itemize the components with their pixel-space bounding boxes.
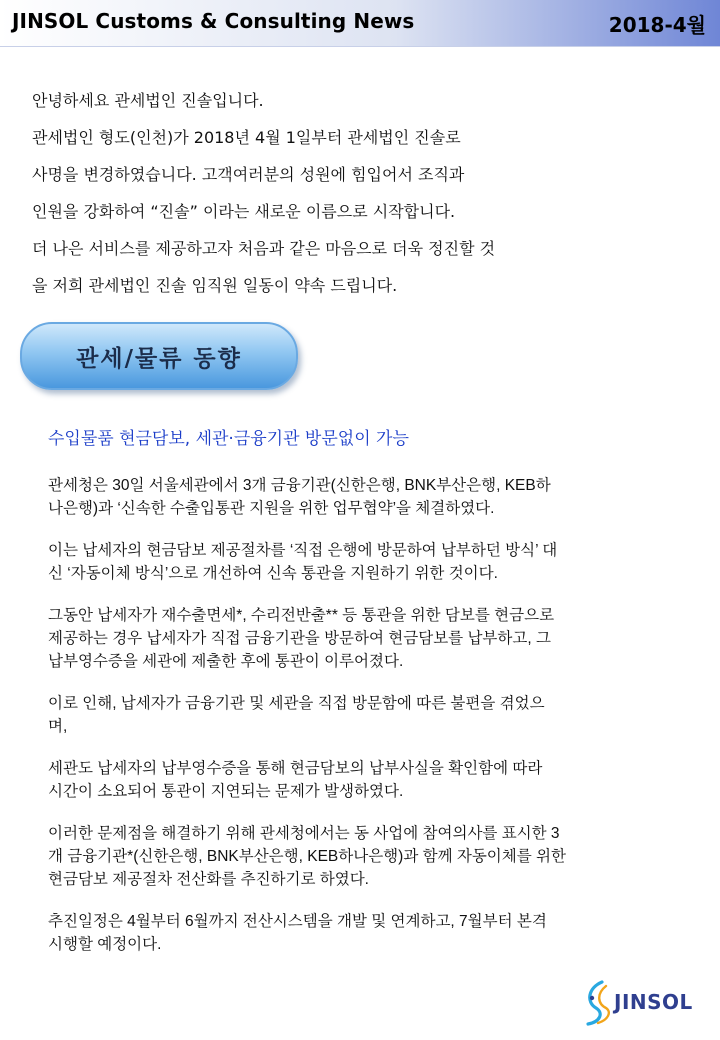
jinsol-logo bbox=[580, 978, 710, 1026]
paragraph-line: 관세청은 30일 서울세관에서 3개 금융기관(신한은행, BNK부산은행, KEB하 bbox=[48, 477, 551, 494]
issue-date: 2018-4월 bbox=[608, 13, 706, 37]
paragraph-line: 이로 인해, 납세자가 금융기관 및 세관을 직접 방문함에 따른 불편을 겪었으 bbox=[48, 695, 545, 712]
article-paragraph bbox=[48, 757, 708, 803]
article-headline: 수입물품 현금담보, 세관·금융기관 방문없이 가능 bbox=[48, 429, 409, 449]
article-paragraph bbox=[48, 910, 708, 956]
article-paragraph bbox=[48, 604, 708, 673]
greeting-line: 더 나은 서비스를 제공하고자 처음과 같은 마음으로 더욱 정진할 것 bbox=[32, 239, 496, 258]
paragraph-line: 세관도 납세자의 납부영수증을 통해 현금담보의 납부사실을 확인함에 따라 bbox=[48, 760, 543, 777]
paragraph-line: 추진일정은 4월부터 6월까지 전산시스템을 개발 및 연계하고, 7월부터 본격 bbox=[48, 913, 547, 930]
paragraph-line: 이러한 문제점을 해결하기 위해 관세청에서는 동 사업에 참여의사를 표시한 3 bbox=[48, 825, 560, 842]
section-banner bbox=[20, 322, 298, 390]
article-paragraph bbox=[48, 474, 708, 520]
paragraph-line: 시간이 소요되어 통관이 지연되는 문제가 발생하였다. bbox=[48, 783, 404, 800]
article-paragraph bbox=[48, 822, 708, 891]
newsletter-header bbox=[0, 0, 720, 47]
paragraph-line: 신 ‘자동이체 방식’으로 개선하여 신속 통관을 지원하기 위한 것이다. bbox=[48, 565, 498, 582]
paragraph-line: 나은행)과 ‘신속한 수출입통관 지원을 위한 업무협약’을 체결하였다. bbox=[48, 500, 495, 517]
paragraph-line: 며, bbox=[48, 718, 68, 735]
greeting-line: 사명을 변경하였습니다. 고객여러분의 성원에 힘입어서 조직과 bbox=[32, 165, 465, 184]
greeting-message bbox=[32, 88, 692, 310]
greeting-line: 을 저희 관세법인 진솔 임직원 일동이 약속 드립니다. bbox=[32, 276, 398, 295]
article-paragraph bbox=[48, 539, 708, 585]
paragraph-line: 납부영수증을 세관에 제출한 후에 통관이 이루어졌다. bbox=[48, 653, 404, 670]
paragraph-line: 현금담보 제공절차 전산화를 추진하기로 하였다. bbox=[48, 871, 369, 888]
article-body bbox=[48, 474, 708, 975]
paragraph-line: 개 금융기관*(신한은행, BNK부산은행, KEB하나은행)과 함께 자동이체를 위한 bbox=[48, 848, 566, 865]
paragraph-line: 제공하는 경우 납세자가 직접 금융기관을 방문하여 현금담보를 납부하고, 그 bbox=[48, 630, 551, 647]
jinsol-swirl-logo-icon bbox=[580, 978, 614, 1026]
paragraph-line: 그동안 납세자가 재수출면세*, 수리전반출** 등 통관을 위한 담보를 현금으로 bbox=[48, 607, 555, 624]
newsletter-title: JINSOL Customs & Consulting News bbox=[12, 9, 415, 33]
section-label: 관세/물류 동향 bbox=[76, 346, 242, 372]
paragraph-line: 이는 납세자의 현금담보 제공절차를 ‘직접 은행에 방문하여 납부하던 방식’ 대 bbox=[48, 542, 558, 559]
greeting-line: 관세법인 형도(인천)가 2018년 4월 1일부터 관세법인 진솔로 bbox=[32, 128, 461, 147]
logo-wordmark: JINSOL bbox=[614, 990, 693, 1014]
article-paragraph bbox=[48, 692, 708, 738]
greeting-line: 인원을 강화하여 “진솔” 이라는 새로운 이름으로 시작합니다. bbox=[32, 202, 456, 221]
paragraph-line: 시행할 예정이다. bbox=[48, 936, 162, 953]
greeting-line: 안녕하세요 관세법인 진솔입니다. bbox=[32, 91, 264, 110]
